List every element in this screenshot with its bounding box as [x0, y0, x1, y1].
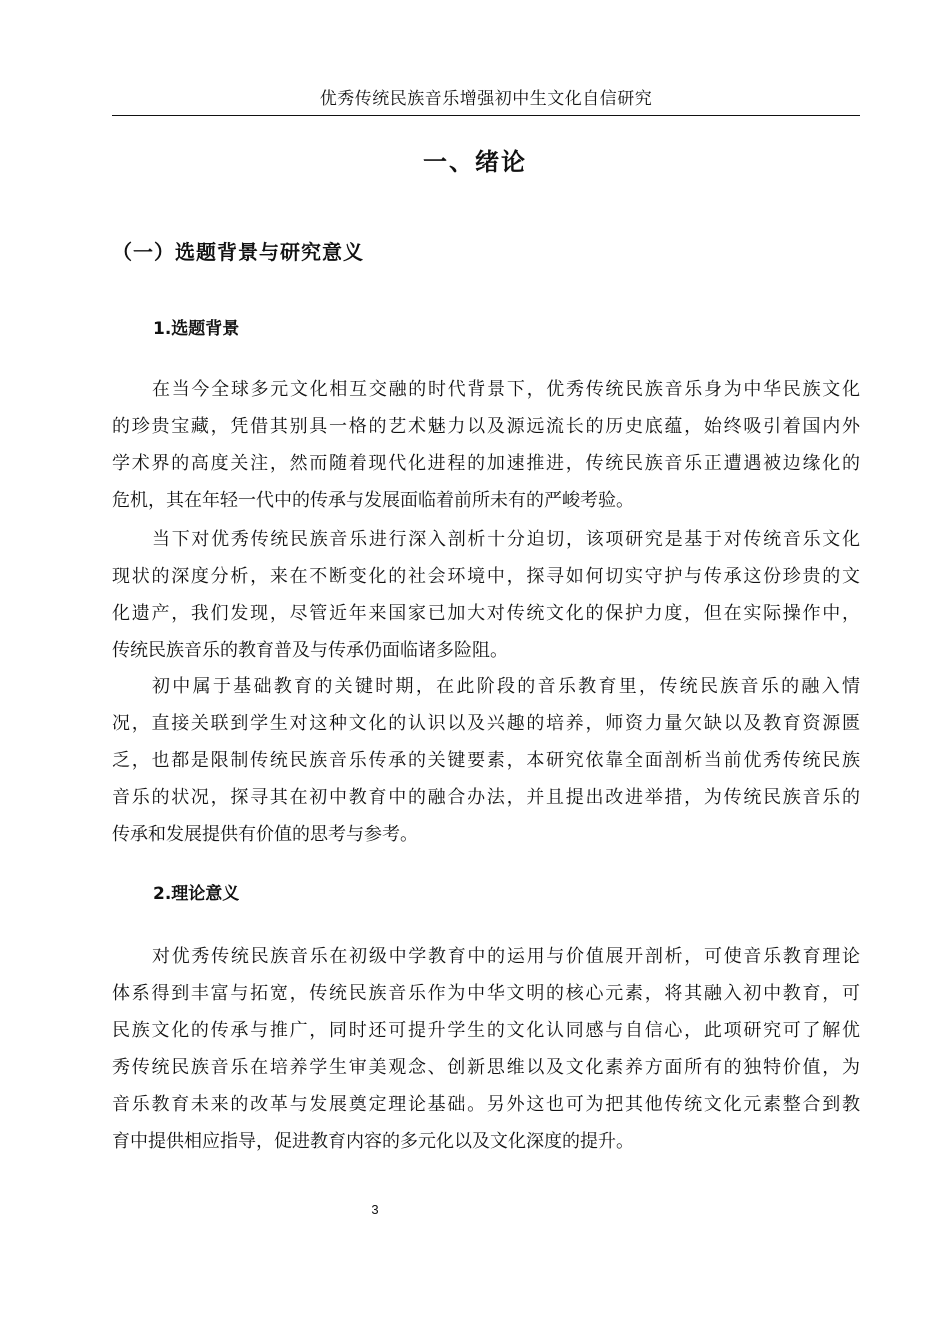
paragraph-background-2: [112, 521, 860, 669]
paragraph-theory-1: [112, 938, 860, 1160]
page-number: 3: [371, 1202, 379, 1217]
text-line: 音乐教育未来的改革与发展奠定理论基础。另外这也可为把其他传统文化元素整合到教: [112, 1094, 860, 1115]
chapter-title: 一、绪论: [423, 148, 527, 176]
text-line: 化遗产，我们发现，尽管近年来国家已加大对传统文化的保护力度，但在实际操作中，: [112, 603, 860, 624]
running-header-title: 优秀传统民族音乐增强初中生文化自信研究: [319, 89, 653, 109]
text-line: 在当今全球多元文化相互交融的时代背景下，优秀传统民族音乐身为中华民族文化: [152, 379, 860, 400]
text-line: 对优秀传统民族音乐在初级中学教育中的运用与价值展开剖析，可使音乐教育理论: [152, 946, 860, 967]
running-header: [112, 84, 860, 116]
paragraph-background-3: [112, 668, 860, 853]
text-line: 况，直接关联到学生对这种文化的认识以及兴趣的培养，师资力量欠缺以及教育资源匮: [112, 713, 860, 734]
text-line: 现状的深度分析，来在不断变化的社会环境中，探寻如何切实守护与传承这份珍贵的文: [112, 566, 860, 587]
text-line: 民族文化的传承与推广，同时还可提升学生的文化认同感与自信心，此项研究可了解优: [112, 1020, 860, 1041]
text-line: 传统民族音乐的教育普及与传承仍面临诸多险阻。: [112, 640, 508, 661]
subsection-title-theory: 2.理论意义: [153, 884, 240, 904]
text-line: 的珍贵宝藏，凭借其别具一格的艺术魅力以及源远流长的历史底蕴，始终吸引着国内外: [112, 416, 860, 437]
subsection-title-background: 1.选题背景: [153, 319, 240, 339]
text-line: 学术界的高度关注，然而随着现代化进程的加速推进，传统民族音乐正遭遇被边缘化的: [112, 453, 860, 474]
text-line: 秀传统民族音乐在培养学生审美观念、创新思维以及文化素养方面所有的独特价值，为: [112, 1057, 860, 1078]
text-line: 当下对优秀传统民族音乐进行深入剖析十分迫切，该项研究是基于对传统音乐文化: [152, 529, 860, 550]
text-line: 育中提供相应指导，促进教育内容的多元化以及文化深度的提升。: [112, 1131, 634, 1152]
text-line: 乏，也都是限制传统民族音乐传承的关键要素，本研究依靠全面剖析当前优秀传统民族: [112, 750, 860, 771]
text-line: 体系得到丰富与拓宽，传统民族音乐作为中华文明的核心元素，将其融入初中教育，可: [112, 983, 860, 1004]
text-line: 音乐的状况，探寻其在初中教育中的融合办法，并且提出改进举措，为传统民族音乐的: [112, 787, 860, 808]
text-line: 初中属于基础教育的关键时期，在此阶段的音乐教育里，传统民族音乐的融入情: [152, 676, 860, 697]
text-line: 传承和发展提供有价值的思考与参考。: [112, 824, 418, 845]
paragraph-background-1: [112, 371, 860, 519]
text-line: 危机，其在年轻一代中的传承与发展面临着前所未有的严峻考验。: [112, 490, 634, 511]
section-title: （一）选题背景与研究意义: [112, 240, 364, 264]
